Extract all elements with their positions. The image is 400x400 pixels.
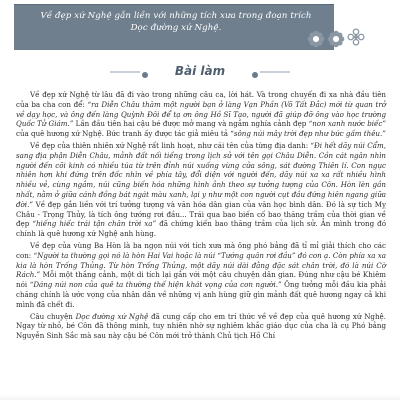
quoted-text: “sông núi mây trời đẹp như bức gấm thêu.” [230, 129, 386, 139]
flower-icon [327, 30, 345, 48]
essay-body [16, 90, 386, 343]
flower-icon [307, 30, 325, 48]
header-line-2: Dọc đường xứ Nghệ. [130, 23, 222, 33]
paragraph-text: Về đẹp của vùng Ba Hòn là ba ngọn núi với tích xưa mà ông phó bảng đã tỉ mỉ giải thích cho các con: [16, 240, 386, 260]
essay-paragraph [16, 312, 386, 341]
paragraph-text: Lần đầu tiên hai cậu bé được mở mang và ngắm nghía cảnh đẹp [73, 119, 309, 129]
essay-paragraph [16, 90, 386, 139]
quoted-text: “Người ta thường gọi nó là hòn Hai Vai hoặc là núi “Tướng quân rơi đầu” đó con ạ. Còn phía xa xa kia là hòn Trống Thủng. Từ hòn Trống Thủng, một dãy núi dài đằng đặc sát chân trời, đó là núi Cờ Rách.” [16, 250, 386, 280]
paragraph-text: đã cung cấp cho em trí thức về về đẹp của quê hương xứ Nghệ. Ngay từ nhỏ, bé Côn đã thông minh, tuy nhiên nhờ sự nghiêm khắc giáo dục của cha là cụ Phó bảng Nguyễn Sinh Sắc mà sau này cậu bé Côn mới trở thành Chủ tịch Hồ Chí [16, 311, 386, 341]
flower-icon [347, 28, 365, 46]
paragraph-text: của quê hương xứ Nghệ. Bức tranh ấy được tác giả miêu tả [16, 129, 231, 139]
section-title: Bài làm [174, 64, 226, 78]
quoted-text: “Dáng núi non của quê ta thường thế hiện khát vọng của con người.” [29, 280, 282, 290]
quoted-text: Dọc đường xứ Nghệ [75, 311, 149, 321]
divider [260, 71, 290, 73]
paragraph-text: Về đẹp của thiên nhiên xứ Nghệ rất linh hoạt, như cái tên của từng địa danh: [30, 140, 311, 150]
paragraph-text: Câu chuyện [30, 311, 76, 321]
header-text [26, 10, 326, 34]
header-banner [14, 4, 334, 50]
paragraph-text: Về đẹp gắn liền với trí tưởng tượng và văn hóa dân gian của văn học bình dân. Đó là sự tích Mỵ Châu - Trọng Thủy, là tích ông tướng rơi đầu... Trái qua bao biến cố bao thăng trầm của thời gian về đẹp [16, 199, 386, 229]
paragraph-text: Ông tưởng mỗi đầu kia phải chăng chính là ước vọng của nhân dân về những vị anh hùng giữ gìn mảnh đất quê hương ngay cả khi mình đã chết đi. [16, 280, 386, 309]
quoted-text: “ra Diễn Châu thăm một người bạn ở làng Vạn Phần (Võ Tất Đắc) mới từ quan trở về dạy học, và ông đến làng Quỳnh Đôi để tạ ơn ông Hồ Sĩ Tạo, người đã giúp đỡ ông vào học trường Quốc Tử Giám.” [16, 99, 387, 129]
quoted-text: “hiếng hiếc trái tận chân trời xa” [32, 219, 157, 229]
page-edge [0, 394, 400, 400]
quoted-text: “Đi hết dãy núi Cẩm, sang địa phận Diễn Châu, mảnh đất nối tiếng trong lịch sử với tên gọi Châu Diễn. Cồn cát ngân nhìn người đến cõi kinh có nhiều túa từ trên đỉnh núi xuống vùng cửa sông, sát đường Thiên lí. Con ngục nhiên hơn khi đứng trên đốc nhìn về phía tây, đổi diện với người đến, dãy núi xa xa rất nhiều hình nhiều vẻ, cùng ngắm, núi cũng biến hóa những hình ảnh theo sự tưởng tượng của Côn. Hòn lèn gần nhất, nằm ở giữa cánh đồng bát ngát màu xanh, lại y như một con người cụt đầu đứng hiên ngang giữa đời.” [16, 140, 386, 209]
quoted-text: “non xanh nước biếc” [308, 119, 387, 129]
header-line-1: Về đẹp xứ Nghệ gắn liền với những tích xưa trong đoạn trích [40, 11, 312, 21]
paragraph-text: đã chứng kiến bao thăng trầm của lịch sử. Ản mình trong đó chính là quê hương xứ Nghệ anh hùng. [16, 219, 386, 239]
section-title-row [0, 64, 400, 86]
paragraph-text: Mỗi một thắng cảnh, một di tích lại gắn với một câu chuyện dân gian. Đúng như cậu bé Khiêm nói [16, 270, 386, 290]
essay-paragraph [16, 141, 386, 239]
title-bullet-icon [252, 72, 258, 78]
essay-paragraph [16, 241, 386, 310]
paragraph-text: Về đẹp xứ Nghệ từ lâu đã đi vào trong những câu ca, lời hát. Và trong chuyến đi xa nhà đầu tiên của ba cha con để: [16, 90, 386, 109]
